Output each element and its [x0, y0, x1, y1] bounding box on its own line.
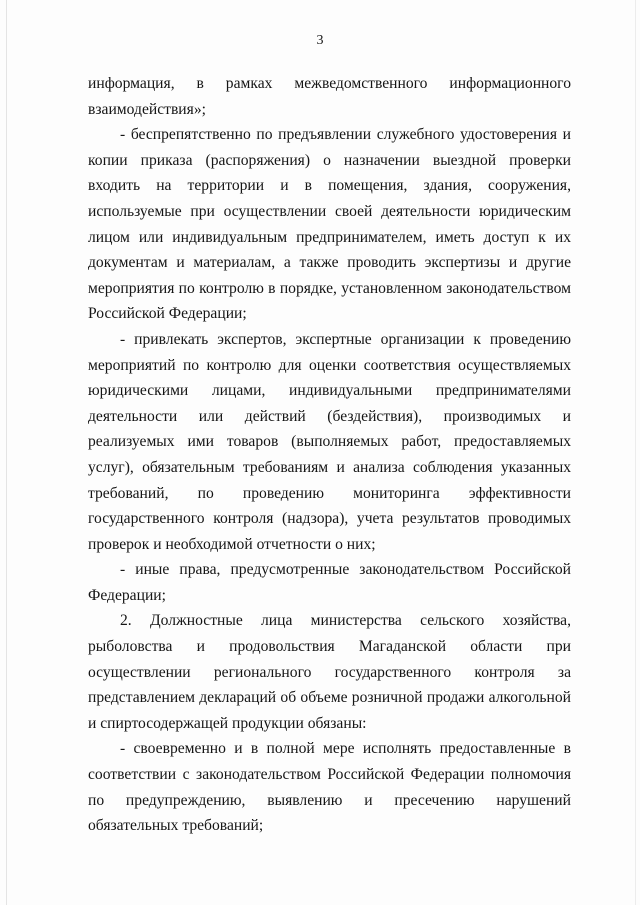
paragraph-1-continuation: взаимодействия»;	[88, 100, 206, 118]
paragraph-3: - привлекать экспертов, экспертные организации к проведению мероприятий по контролю для оценки соответствия осуществляемых юридическими лицами, индивидуальными предпринимателями деятельности или действий (бездействия), производимых и реализуемых ими товаров (выполняемых работ, предоставляемых услуг), обязательным требованиям и анализа соблюдения указанных требований, по проведению мониторинга эффективности государственного контроля (надзора), учета результатов проводимых проверок и необходимой отчетности о них;	[88, 330, 571, 553]
scan-edge-right	[635, 0, 636, 905]
paragraph-6: - своевременно и в полной мере исполнять предоставленные в соответствии с законодательством Российской Федерации полномочия по предупреждению, выявлению и пресечению нарушений обязательных требований;	[88, 740, 571, 835]
paragraph-5: 2. Должностные лица министерства сельского хозяйства, рыболовства и продовольствия Магаданской области при осуществлении регионального государственного контроля за представлением деклараций об объеме розничной продажи алкогольной и спиртосодержащей продукции обязаны:	[88, 612, 571, 732]
paragraph-1-first-line: информация, в рамках межведомственного информационного	[88, 75, 571, 92]
paragraph-4: - иные права, предусмотренные законодательством Российской Федерации;	[88, 561, 571, 604]
scan-edge-left	[6, 0, 7, 905]
document-body	[88, 71, 571, 839]
paragraph-2: - беспрепятственно по предъявлении служебного удостоверения и копии приказа (распоряжения) о назначении выездной проверки входить на территории и в помещения, здания, сооружения, используемые при осуществлении своей деятельности юридическим лицом или индивидуальным предпринимателем, иметь доступ к их документам и материалам, а также проводить экспертизы и другие мероприятия по контролю в порядке, установленном законодательством Российской Федерации;	[88, 126, 571, 323]
page-number: 3	[316, 33, 324, 48]
